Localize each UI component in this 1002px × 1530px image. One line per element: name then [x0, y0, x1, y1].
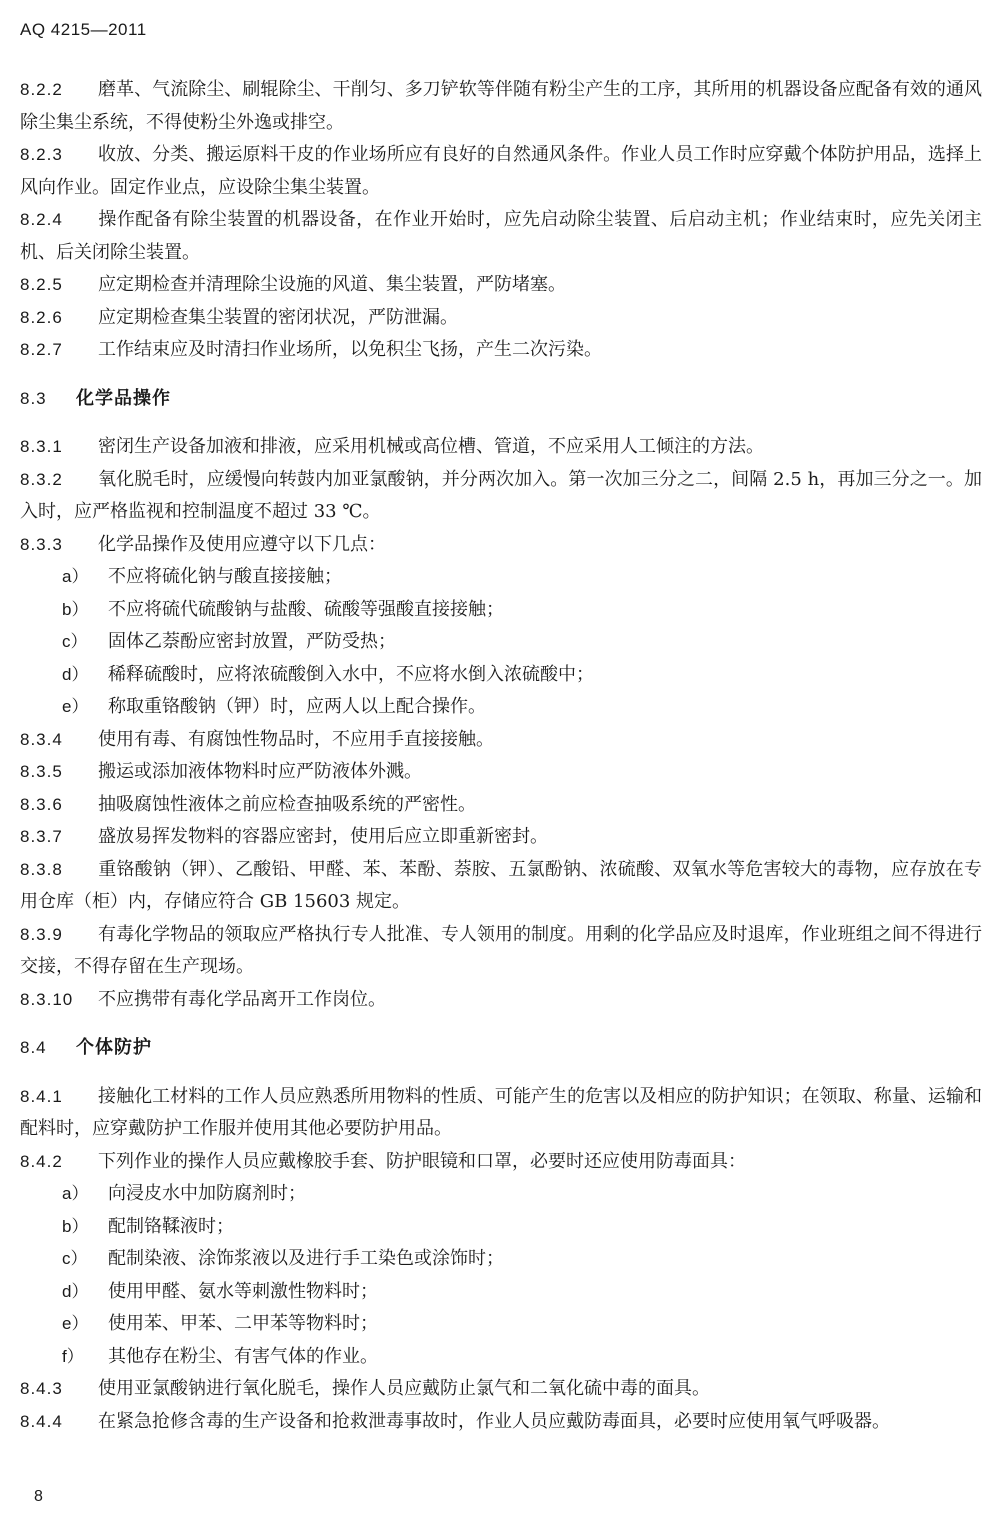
clause-8-3-4 [20, 724, 982, 757]
clause-text: 化学品操作及使用应遵守以下几点： [98, 533, 386, 555]
clause-8-3-9 [20, 919, 982, 984]
clause-number: 8.3.7 [20, 827, 63, 846]
list-item [20, 561, 982, 594]
clause-8-3-7 [20, 821, 982, 854]
list-item [20, 1276, 982, 1309]
clause-number: 8.3.8 [20, 859, 63, 879]
document-body [20, 74, 982, 1438]
clause-text: 有毒化学物品的领取应严格执行专人批准、专人领用的制度。用剩的化学品应及时退库，作业班组之间不得进行交接，不得存留在生产现场。 [20, 923, 982, 977]
clause-8-4-3 [20, 1373, 982, 1406]
section-heading-8-4 [20, 1032, 982, 1065]
clause-number: 8.2.3 [20, 145, 63, 164]
list-item-text: 稀释硫酸时，应将浓硫酸倒入水中，不应将水倒入浓硫酸中； [108, 663, 594, 685]
clause-8-3-2 [20, 464, 982, 529]
clause-text: 抽吸腐蚀性液体之前应检查抽吸系统的严密性。 [98, 793, 476, 815]
clause-text: 盛放易挥发物料的容器应密封，使用后应立即重新密封。 [98, 826, 548, 847]
clause-8-2-3 [20, 139, 982, 204]
clause-number: 8.3.3 [20, 534, 63, 554]
clause-8-3-6 [20, 789, 982, 822]
clause-number: 8.3.9 [20, 924, 63, 944]
list-item-label: a） [62, 567, 89, 586]
list-item-label: e） [62, 1314, 89, 1333]
clause-text: 在紧急抢修含毒的生产设备和抢救泄毒事故时，作业人员应戴防毒面具，必要时应使用氧气呼吸器。 [98, 1410, 890, 1432]
clause-number: 8.2.5 [20, 275, 63, 294]
clause-text: 使用亚氯酸钠进行氧化脱毛，操作人员应戴防止氯气和二氧化硫中毒的面具。 [98, 1378, 710, 1399]
list-item-text: 配制染液、涂饰浆液以及进行手工染色或涂饰时； [108, 1248, 504, 1269]
clause-text: 重铬酸钠（钾）、乙酸铅、甲醛、苯、苯酚、萘胺、五氯酚钠、浓硫酸、双氧水等危害较大的毒物，应存放在专用仓库（柜）内，存储应符合 GB 15603 规定。 [20, 858, 982, 912]
clause-8-2-5 [20, 269, 982, 302]
clause-number: 8.3.4 [20, 729, 63, 749]
clause-number: 8.2.2 [20, 80, 63, 99]
clause-text: 应定期检查并清理除尘设施的风道、集尘装置，严防堵塞。 [98, 274, 566, 295]
clause-number: 8.3.10 [20, 989, 74, 1009]
clause-number: 8.2.7 [20, 340, 63, 359]
clause-number: 8.4.1 [20, 1086, 63, 1106]
list-item-text: 其他存在粉尘、有害气体的作业。 [108, 1345, 378, 1367]
list-item [20, 1341, 982, 1374]
clause-text: 使用有毒、有腐蚀性物品时，不应用手直接接触。 [98, 728, 494, 750]
clause-number: 8.3.2 [20, 469, 63, 489]
clause-8-3-10 [20, 984, 982, 1017]
list-item-text: 称取重铬酸钠（钾）时，应两人以上配合操作。 [108, 696, 486, 717]
clause-8-2-6 [20, 302, 982, 335]
clause-text: 氧化脱毛时，应缓慢向转鼓内加亚氯酸钠，并分两次加入。第一次加三分之二，间隔 2.5 h，再加三分之一。加入时，应严格监视和控制温度不超过 33 ℃。 [20, 468, 982, 522]
list-item-text: 向浸皮水中加防腐剂时； [108, 1183, 306, 1204]
list-item-label: a） [62, 1184, 89, 1203]
clause-text: 接触化工材料的工作人员应熟悉所用物料的性质、可能产生的危害以及相应的防护知识；在领取、称量、运输和配料时，应穿戴防护工作服并使用其他必要防护用品。 [20, 1085, 982, 1139]
clause-text: 下列作业的操作人员应戴橡胶手套、防护眼镜和口罩，必要时还应使用防毒面具： [98, 1150, 746, 1172]
list-item-label: b） [62, 599, 89, 619]
clause-8-4-4 [20, 1406, 982, 1439]
list-item [20, 659, 982, 692]
list-item-label: d） [62, 1281, 89, 1301]
clause-number: 8.4.4 [20, 1411, 63, 1431]
section-number: 8.3 [20, 388, 47, 408]
clause-number: 8.2.4 [20, 210, 63, 229]
list-item-text: 固体乙萘酚应密封放置，严防受热； [108, 631, 396, 652]
list-item-label: e） [62, 697, 89, 716]
clause-text: 收放、分类、搬运原料干皮的作业场所应有良好的自然通风条件。作业人员工作时应穿戴个体防护用品，选择上风向作业。固定作业点，应设除尘集尘装置。 [20, 144, 982, 198]
section-number: 8.4 [20, 1038, 47, 1057]
list-item-text: 配制铬鞣液时； [108, 1215, 234, 1237]
clause-8-4-1 [20, 1081, 982, 1146]
clause-text: 不应携带有毒化学品离开工作岗位。 [98, 988, 386, 1010]
list-item-label: c） [62, 632, 88, 651]
page-number: 8 [34, 1488, 43, 1505]
clause-number: 8.2.6 [20, 307, 63, 327]
clause-8-4-2 [20, 1146, 982, 1179]
list-item [20, 1308, 982, 1341]
section-title: 个体防护 [76, 1037, 152, 1058]
section-heading-8-3 [20, 383, 982, 416]
clause-text: 磨革、气流除尘、刷辊除尘、干削匀、多刀铲软等伴随有粉尘产生的工序，其所用的机器设备应配备有效的通风除尘集尘系统，不得使粉尘外逸或排空。 [20, 79, 982, 133]
list-item-text: 使用苯、甲苯、二甲苯等物料时； [108, 1313, 378, 1334]
clause-number: 8.3.6 [20, 794, 63, 814]
list-item [20, 626, 982, 659]
clause-8-3-8 [20, 854, 982, 919]
clause-8-2-7 [20, 334, 982, 367]
list-item-text: 不应将硫代硫酸钠与盐酸、硫酸等强酸直接接触； [108, 598, 504, 620]
clause-text: 搬运或添加液体物料时应严防液体外溅。 [98, 761, 422, 782]
clause-8-3-1 [20, 431, 982, 464]
clause-number: 8.3.1 [20, 437, 63, 456]
clause-8-3-3 [20, 529, 982, 562]
clause-text: 应定期检查集尘装置的密闭状况，严防泄漏。 [98, 306, 458, 328]
standard-code: AQ 4215—2011 [20, 20, 147, 39]
section-title: 化学品操作 [76, 387, 171, 409]
clause-number: 8.4.2 [20, 1151, 63, 1171]
list-item-text: 使用甲醛、氨水等刺激性物料时； [108, 1280, 378, 1302]
clause-text: 操作配备有除尘装置的机器设备，在作业开始时，应先启动除尘装置、后启动主机；作业结束时，应先关闭主机、后关闭除尘装置。 [20, 209, 982, 263]
list-item [20, 1211, 982, 1244]
list-item-label: c） [62, 1249, 88, 1268]
clause-number: 8.3.5 [20, 762, 63, 781]
list-item-label: d） [62, 664, 89, 684]
list-item [20, 1243, 982, 1276]
list-item [20, 1178, 982, 1211]
clause-text: 工作结束应及时清扫作业场所，以免积尘飞扬，产生二次污染。 [98, 339, 602, 360]
list-item [20, 691, 982, 724]
clause-8-3-5 [20, 756, 982, 789]
list-item-label: b） [62, 1216, 89, 1236]
clause-8-2-4 [20, 204, 982, 269]
list-item [20, 594, 982, 627]
list-item-label: f） [62, 1346, 84, 1366]
clause-number: 8.4.3 [20, 1379, 63, 1398]
clause-text: 密闭生产设备加液和排液，应采用机械或高位槽、管道，不应采用人工倾注的方法。 [98, 436, 764, 457]
list-item-text: 不应将硫化钠与酸直接接触； [108, 566, 342, 587]
clause-8-2-2 [20, 74, 982, 139]
